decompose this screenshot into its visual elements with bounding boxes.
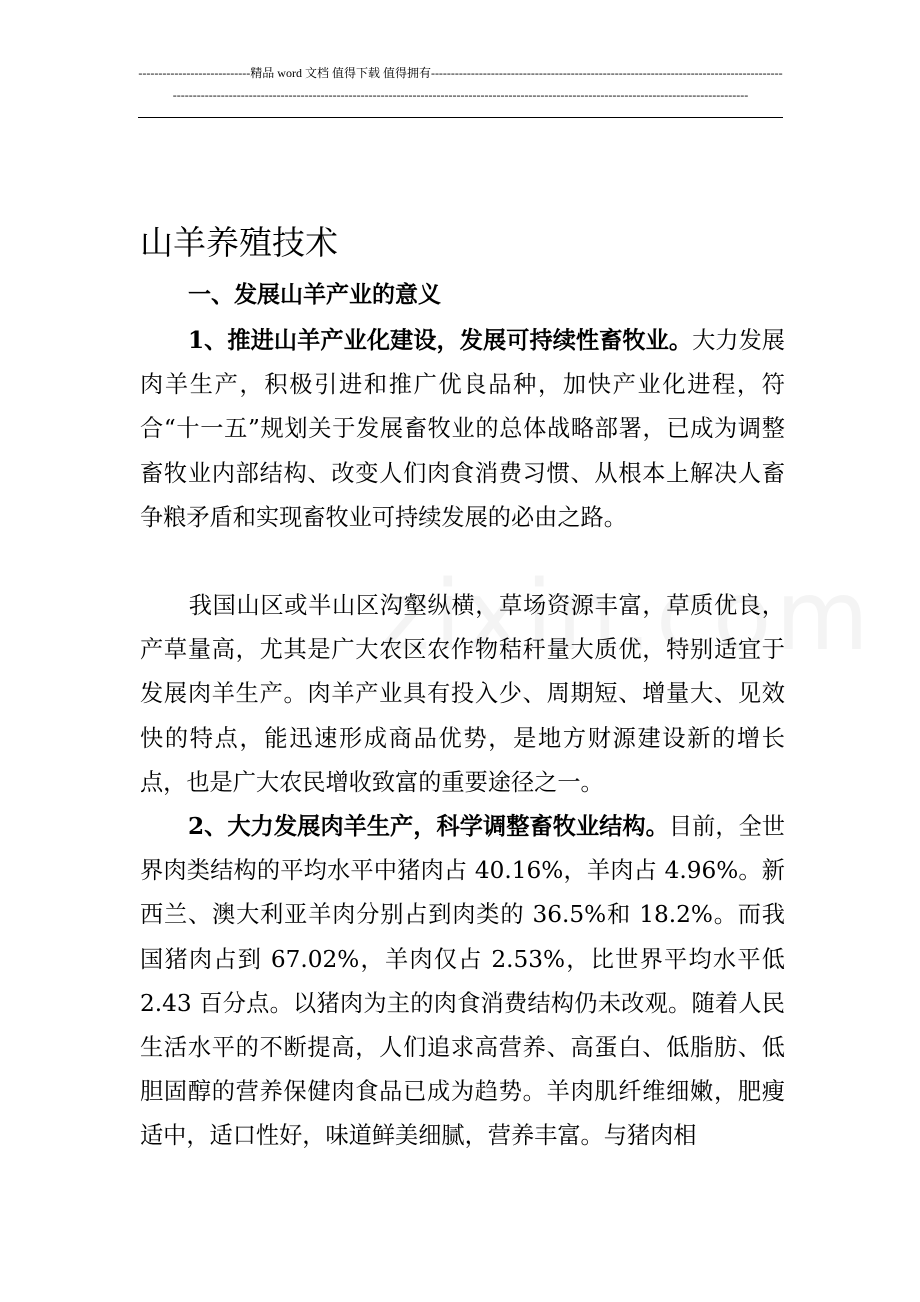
paragraph-1-lead: 1、推进山羊产业化建设，发展可持续性畜牧业。 (188, 327, 693, 354)
paragraph-3-lead: 2、大力发展肉羊生产，科学调整畜牧业结构。 (188, 813, 669, 840)
paragraph-2 (140, 584, 785, 805)
paragraph-2-body: 我国山区或半山区沟壑纵横，草场资源丰富，草质优良，产草量高，尤其是广大农区农作物秸秆量大质优，特别适宜于发展肉羊生产。肉羊产业具有投入少、周期短、增量大、见效快的特点，能迅速形成商品优势，是地方财源建设新的增长点，也是广大农民增收致富的重要途径之一。 (140, 592, 785, 796)
paragraph-1 (140, 319, 785, 540)
section-heading: 一、发展山羊产业的意义 (188, 282, 441, 308)
document-title: 山羊养殖技术 (140, 223, 338, 262)
page-header (138, 62, 783, 114)
paragraph-3 (140, 805, 785, 1159)
header-divider (138, 117, 783, 118)
paragraph-3-body: 目前，全世界肉类结构的平均水平中猪肉占 40.16%，羊肉占 4.96%。新西兰、澳大利亚羊肉分别占到肉类的 36.5%和 18.2%。而我国猪肉占到 67.02%，羊肉仅占 2.53%，比世界平均水平低 2.43 百分点。以猪肉为主的肉食消费结构仍未改观。随着人民生活水平的不断提高，人们追求高营养、高蛋白、低脂肪、低胆固醇的营养保健肉食品已成为趋势。羊肉肌纤维细嫩，肥瘦适中，适口性好，味道鲜美细腻，营养丰富。与猪肉相 (140, 813, 785, 1150)
header-text: ----------------------------精品 word 文档 值得下载 值得拥有---------------------------------------------------------------------------------------------------------------------------------------------------------------------------------------------------------------------------------------- (138, 66, 783, 102)
paragraph-1-body: 大力发展肉羊生产，积极引进和推广优良品种，加快产业化进程，符合“十一五”规划关于发展畜牧业的总体战略部署，已成为调整畜牧业内部结构、改变人们肉食消费习惯、从根本上解决人畜争粮矛盾和实现畜牧业可持续发展的必由之路。 (140, 327, 785, 531)
